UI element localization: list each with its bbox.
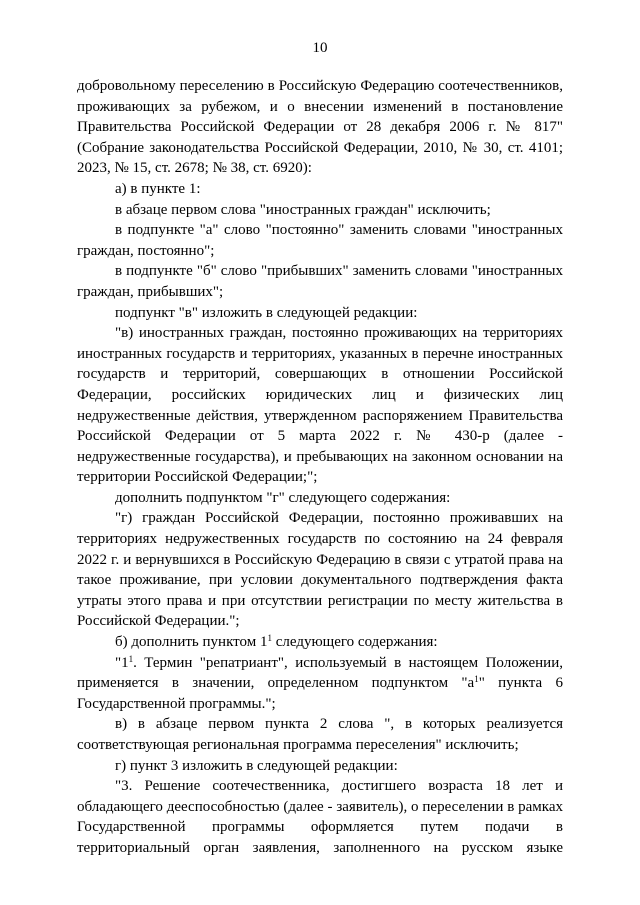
page-number: 10 [312, 40, 328, 56]
paragraph-b: б) дополнить пунктом $1^1$ следующего содержания: [115, 633, 438, 651]
superscript: 1 [474, 674, 479, 685]
superscript: 1 [267, 633, 272, 644]
paragraph-a-1: в абзаце первом слова "иностранных граждан" исключить; [115, 201, 491, 218]
paragraph-a-3: в подпункте "б" слово "прибывших" заменить словами "иностранных граждан, прибывших"; [77, 263, 563, 300]
paragraph-3-quote: "3. Решение соотечественника, достигшего возраста 18 лет и обладающего дееспособностью (далее - заявитель), о переселении в рамках Государственной программы оформляется путем подачи в территориальный орган заявления, заполненного на русском языке [77, 778, 563, 856]
document-body [77, 76, 563, 859]
paragraph-a: а) в пункте 1: [115, 180, 201, 197]
paragraph-g-quote: "г) граждан Российской Федерации, постоянно проживавших на территориях недружественных государств по состоянию на 24 февраля 2022 г. и вернувшихся в Российскую Федерацию в связи с утратой права на такое проживание, при условии документального подтверждения факта утраты этого права и при отсутствии регистрации по месту жительства в Российской Федерации."; [77, 510, 563, 630]
paragraph-b-quote: "$1^1$. Термин "репатриант", используемый в настоящем Положении, применяется в значении, определенном подпунктом "$а^1$" пункта 6 Государственной программы."; [77, 653, 564, 712]
paragraph-a-5: дополнить подпунктом "г" следующего содержания: [115, 489, 451, 506]
paragraph-a-4: подпункт "в" изложить в следующей редакции: [115, 304, 418, 321]
superscript: 1 [128, 653, 134, 664]
paragraph-a-2: в подпункте "а" слово "постоянно" заменить словами "иностранных граждан, постоянно"; [77, 222, 563, 259]
paragraph-intro: добровольному переселению в Российскую Федерацию соотечественников, проживающих за рубежом, и о внесении изменений в постановление Правительства Российской Федерации от 28 декабря 2006 г. № 817" (Собрание законодательства Российской Федерации, 2010, № 30, ст. 4101; 2023, № 15, ст. 2678; № 38, ст. 6920): [77, 78, 563, 177]
paragraph-v-quote: "в) иностранных граждан, постоянно проживающих на территориях иностранных государств и территориях, указанных в перечне иностранных государств и территорий, совершающих в отношении Российской Федерации, российских юридических лиц и физических лиц недружественные действия, утвержденном распоряжением Правительства Российской Федерации от 5 марта 2022 г. № 430-р (далее - недружественные государства), и пребывающих на законном основании на территории Российской Федерации;"; [77, 325, 563, 486]
paragraph-g: г) пункт 3 изложить в следующей редакции: [115, 757, 398, 774]
paragraph-v: в) в абзаце первом пункта 2 слова ", в которых реализуется соответствующая региональная программа переселения" исключить; [77, 716, 563, 753]
